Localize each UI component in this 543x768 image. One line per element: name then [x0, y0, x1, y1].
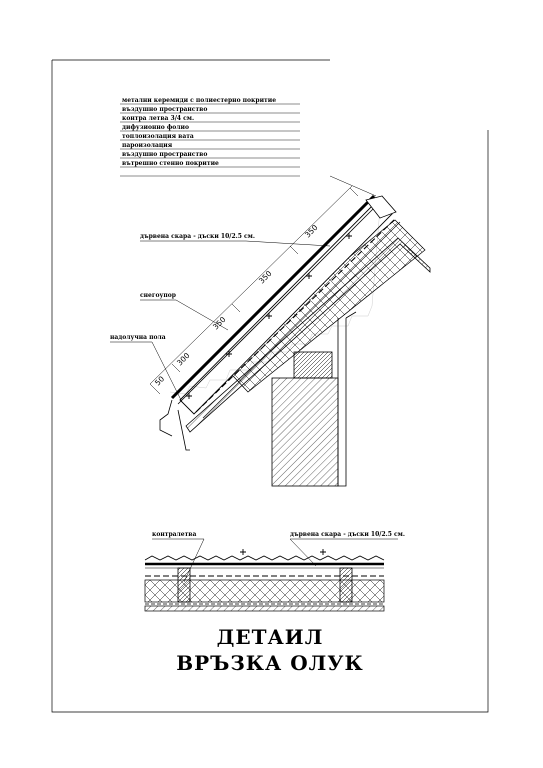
dimension-text: 50 — [153, 374, 167, 388]
layer-label: въздушно пространство — [122, 151, 208, 158]
roof-section — [110, 176, 430, 486]
label-counter-batten: контралетва — [152, 531, 197, 538]
wall-facing — [338, 318, 346, 486]
metal-tiles-wave — [145, 556, 384, 560]
layer-label: пароизолация — [122, 142, 173, 149]
label-boarding-bottom: дървена скара - дъски 10/2.5 см. — [290, 531, 405, 538]
rafter-right — [340, 568, 352, 602]
layer-legend — [120, 97, 300, 176]
label-fascia: надолучна пола — [110, 334, 166, 341]
layer-label: метални керемиди с полиестерно покритие — [122, 97, 277, 104]
drawing-title-line1: ДЕТАИЛ — [216, 625, 324, 649]
layer-label: дифузионно фолио — [122, 124, 189, 131]
inner-board — [145, 606, 384, 611]
eave-fascia — [160, 400, 172, 436]
layer-label: контра летва 3/4 см. — [122, 115, 195, 122]
drawing-title-line2: ВРЪЗКА ОЛУК — [176, 651, 364, 675]
dimension-text: 350 — [211, 314, 228, 332]
horizontal-section — [145, 531, 405, 611]
layer-label: топлоизолация вата — [122, 133, 194, 140]
wall-hatched — [272, 378, 338, 486]
dimension-text: 350 — [303, 222, 320, 240]
dimension-text: 300 — [175, 350, 192, 368]
layer-label: вътрешно стенно покритие — [122, 160, 219, 167]
layer-label: въздушно пространство — [122, 106, 208, 113]
wall-plate — [294, 352, 332, 378]
label-snow-guard: снегоупор — [140, 292, 176, 299]
label-boarding: дървена скара - дъски 10/2.5 см. — [140, 233, 255, 240]
dimension-text: 350 — [257, 268, 274, 286]
